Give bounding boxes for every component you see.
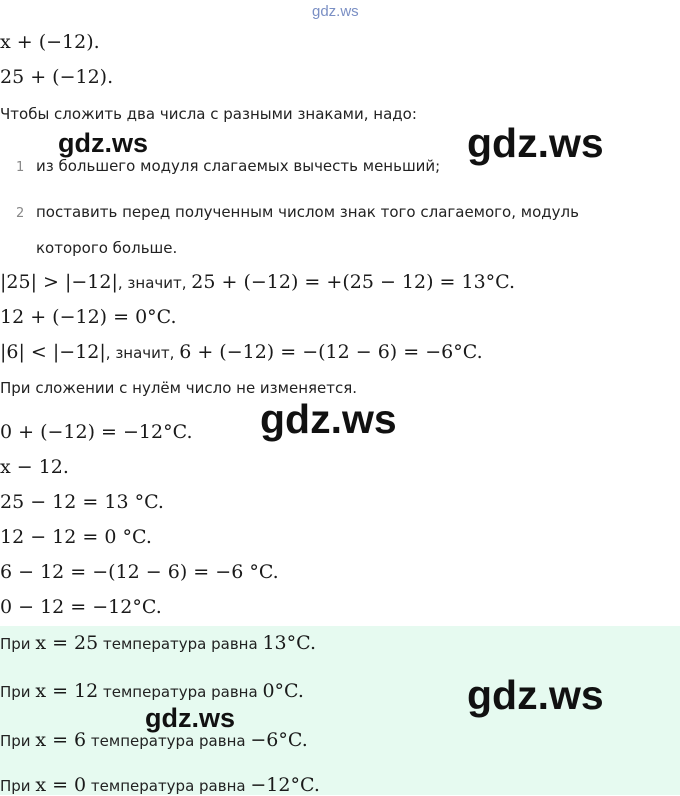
sum-25: 25 + (−12) = +(25 − 12) = 13°C. — [191, 271, 516, 293]
line-modulus-25 — [0, 271, 515, 293]
answer-4-val: −12°C. — [250, 774, 320, 796]
watermark-top: gdz.ws — [312, 3, 359, 20]
watermark-middle: gdz.ws — [260, 396, 397, 442]
sum-6: 6 + (−12) = −(12 − 6) = −6°C. — [179, 341, 483, 363]
answer-1-mid: температура равна — [98, 635, 263, 653]
answer-2-mid: температура равна — [98, 683, 263, 701]
line-x-minus-12: x − 12. — [0, 456, 69, 478]
answer-3-val: −6°C. — [250, 729, 308, 751]
line-modulus-6 — [0, 341, 483, 363]
expression-2: 25 + (−12). — [0, 66, 114, 88]
step-2-text-cont: которого больше. — [36, 239, 178, 257]
step-1-number: 1 — [16, 160, 25, 175]
answer-1-pre: При — [0, 635, 36, 653]
word-znachit-2: , значит, — [105, 344, 180, 362]
watermark-green-left: gdz.ws — [145, 703, 236, 733]
answer-4-mid: температура равна — [86, 777, 251, 795]
step-2-text: поставить перед полученным числом знак того слагаемого, модуль — [36, 203, 579, 221]
watermark-green-right: gdz.ws — [467, 672, 604, 718]
line-sum-0: 0 + (−12) = −12°C. — [0, 421, 193, 443]
answer-4-pre: При — [0, 777, 36, 795]
answer-3-pre: При — [0, 732, 36, 750]
answer-3-mid: температура равна — [86, 732, 251, 750]
answer-1-eq: x = 25 — [35, 632, 99, 654]
line-sum-12: 12 + (−12) = 0°C. — [0, 306, 177, 328]
watermark-right-large: gdz.ws — [467, 120, 604, 166]
zero-rule: При сложении с нулём число не изменяется. — [0, 379, 358, 397]
line-diff-0: 0 − 12 = −12°C. — [0, 596, 162, 618]
line-diff-12: 12 − 12 = 0 °C. — [0, 526, 152, 548]
rule-intro: Чтобы сложить два числа с разными знаками, надо: — [0, 105, 417, 123]
line-diff-6: 6 − 12 = −(12 − 6) = −6 °C. — [0, 561, 279, 583]
step-1-text: из большего модуля слагаемых вычесть меньший; — [36, 157, 441, 175]
watermark-left-small: gdz.ws — [58, 128, 149, 158]
answer-2 — [0, 680, 304, 702]
answer-2-val: 0°C. — [262, 680, 304, 702]
modulus-compare-6: |6| < |−12| — [0, 341, 106, 363]
answer-3-eq: x = 6 — [35, 729, 87, 751]
answer-2-pre: При — [0, 683, 36, 701]
line-diff-25: 25 − 12 = 13 °C. — [0, 491, 164, 513]
answer-1 — [0, 632, 316, 654]
step-2-number: 2 — [16, 206, 25, 221]
word-znachit-1: , значит, — [117, 274, 192, 292]
answer-4 — [0, 774, 320, 796]
answer-4-eq: x = 0 — [35, 774, 87, 796]
expression-1: x + (−12). — [0, 31, 100, 53]
modulus-compare-25: |25| > |−12| — [0, 271, 118, 293]
answer-3 — [0, 729, 308, 751]
answer-2-eq: x = 12 — [35, 680, 99, 702]
answer-1-val: 13°C. — [262, 632, 317, 654]
